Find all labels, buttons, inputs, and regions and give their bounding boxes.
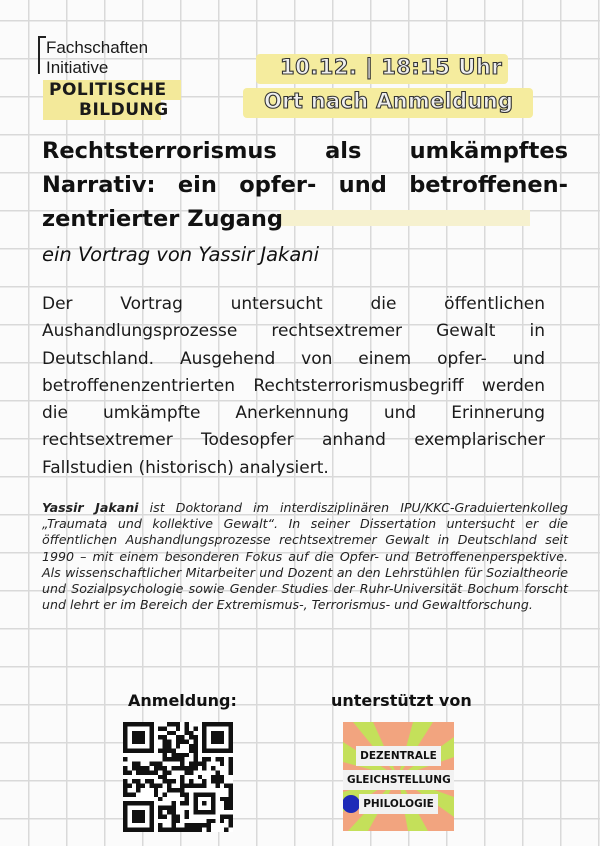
partner-logo bbox=[343, 722, 454, 831]
partner-line-3: PHILOLOGIE bbox=[359, 794, 438, 814]
logo-line-3: POLITISCHE bbox=[49, 80, 167, 100]
logo-line-4: BILDUNG bbox=[79, 100, 169, 120]
speaker-bio-text: ist Doktorand im interdisziplinären IPU/KKC-Graduiertenkolleg „Traumata und kollektive Gewalt“. In seiner Dissertation untersucht er die öffentlichen Aushandlungsprozesse rechtsextremer Gewalt in Deutschland seit 1990 – mit einem besonderen Fokus auf die Opfer- und Betroffenenperspektive. Als wissenschaftlicher Mitarbeiter und Dozent an den Lehrstühlen für Sozialtheorie und Sozialpsychologie sowie Gender Studies der Ruhr-Universität Bochum forscht und lehrt er im Bereich der Extremismus-, Terrorismus- und Gewaltforschung. bbox=[42, 500, 568, 613]
logo-line-1: Fachschaften bbox=[46, 38, 149, 57]
partner-line-2: GLEICHSTELLUNG bbox=[343, 770, 454, 790]
logo-line-2: Initiative bbox=[46, 58, 109, 77]
talk-title: Rechtsterrorismus als umkämpftes Narrativ: ein opfer- und betroffenen-zentrierter Zugang bbox=[42, 138, 568, 232]
speaker-name: Yassir Jakani bbox=[42, 500, 139, 515]
event-date-time: 10.12. | 18:15 Uhr bbox=[280, 55, 503, 79]
speaker-bio bbox=[42, 500, 568, 613]
registration-qr-code[interactable] bbox=[123, 722, 233, 832]
organizer-logo bbox=[43, 36, 193, 126]
talk-abstract: Der Vortrag untersucht die öffentlichen Aushandlungsprozesse rechtsextremer Gewalt in Deutschland. Ausgehend von einem opfer- und betroffenenzentrierten Rechtsterrorismusbegriff werden die umkämpfte Anerkennung und Erinnerung rechtsextremer Todesopfer anhand exemplarischer Fallstudien (historisch) analysiert. bbox=[42, 294, 545, 478]
support-label: unterstützt von bbox=[331, 691, 472, 710]
event-location: Ort nach Anmeldung bbox=[264, 89, 514, 113]
talk-subtitle: ein Vortrag von Yassir Jakani bbox=[42, 243, 320, 266]
partner-line-1: DEZENTRALE bbox=[356, 746, 441, 766]
registration-label: Anmeldung: bbox=[128, 691, 237, 710]
